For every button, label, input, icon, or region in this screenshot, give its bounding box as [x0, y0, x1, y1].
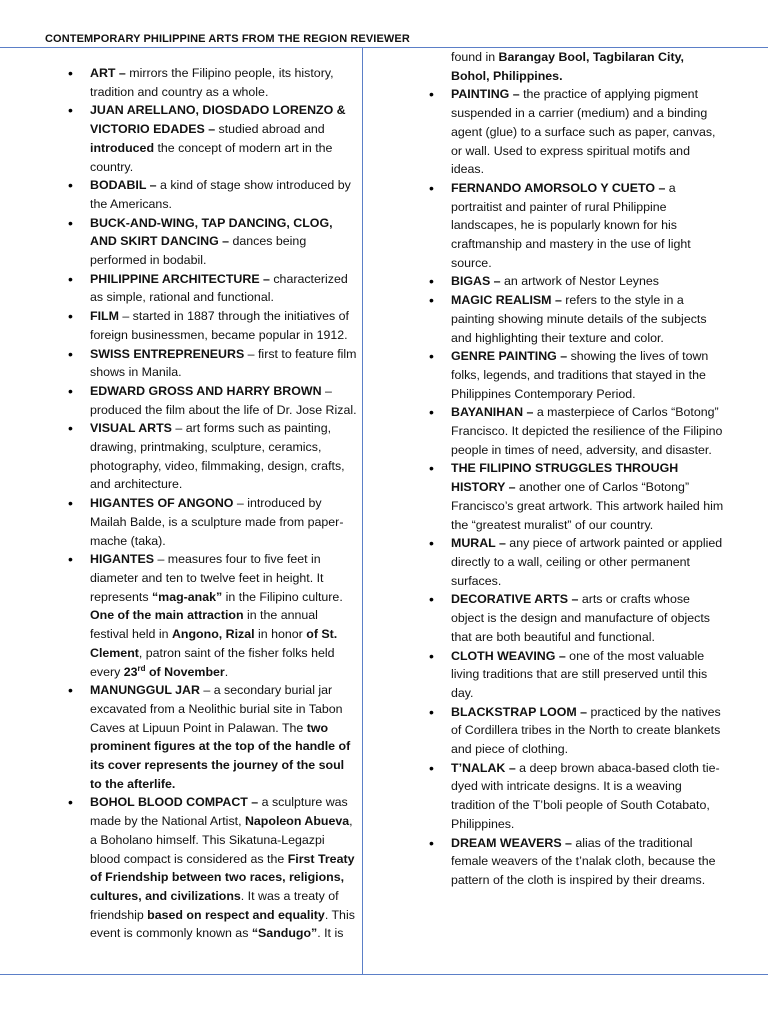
item-cloth-weaving-text: one of the most valuable living traditions that are still preserved until this day. — [451, 648, 708, 700]
item-manunggul-term: MANUNGGUL JAR — [90, 683, 200, 698]
item-bohol-b2: Napoleon Abueva — [244, 814, 350, 829]
item-visual-text: – art forms such as painting, drawing, printmaking, sculpture, ceramics, photography, video, filmmaking, design, crafts, and architecture. — [90, 421, 345, 492]
item-bohol-text: a sculpture was made by the National Artist, — [90, 795, 348, 829]
item-bayanihan-term: BAYANIHAN – — [451, 405, 534, 420]
item-struggles-text: another one of Carlos “Botong” Francisco’s great artwork. This artwork hailed him the “greatest muralist” of our country. — [451, 480, 724, 532]
item-higantes — [90, 550, 358, 681]
item-bohol — [90, 793, 358, 943]
item-struggles-term: THE FILIPINO STRUGGLES THROUGH HISTORY – — [451, 461, 679, 495]
item-bohol-text5: . It is — [317, 926, 344, 941]
item-visual — [90, 419, 358, 494]
item-higantes-text2: in the Filipino culture. — [222, 589, 343, 604]
item-architecture-text: characterized as simple, rational and functional. — [90, 271, 348, 305]
item-mural — [451, 534, 725, 590]
item-higantes-b3: One of the main attraction — [90, 608, 244, 623]
item-higantes-b4: Angono, Rizal — [171, 627, 255, 642]
item-genre-term: GENRE PAINTING – — [451, 349, 568, 364]
item-arellano-term: JUAN ARELLANO, DIOSDADO LORENZO & VICTORIO EDADES – — [90, 103, 346, 137]
column-divider — [362, 47, 363, 974]
item-arellano-b2: introduced — [90, 140, 155, 155]
item-art-text: mirrors the Filipino people, its history, tradition and country as a whole. — [90, 66, 334, 99]
item-bayanihan-text: a masterpiece of Carlos “Botong” Francisco. It depicted the resilience of the Filipino people in times of need, adversity, and disaster. — [451, 405, 723, 457]
item-higantes-b6: 23 — [123, 664, 138, 679]
continuation-bold: Barangay Bool, Tagbilaran City, Bohol, Philippines. — [451, 50, 684, 83]
item-bodabil — [90, 176, 358, 213]
item-painting-term: PAINTING – — [451, 87, 520, 102]
item-arellano-text: studied abroad and — [215, 122, 325, 137]
item-bohol-text4: . This event is commonly known as — [90, 907, 355, 941]
item-higantes-term: HIGANTES — [90, 552, 155, 567]
item-swiss — [90, 345, 358, 382]
item-art — [90, 64, 358, 101]
item-gross — [90, 382, 358, 419]
item-magic-realism — [451, 291, 725, 347]
item-painting — [451, 85, 725, 179]
item-bohol-b5: “Sandugo” — [251, 926, 318, 941]
right-column — [451, 48, 725, 890]
item-higantes-text6: . — [224, 664, 229, 679]
item-mural-term: MURAL – — [451, 536, 506, 551]
item-buck — [90, 214, 358, 270]
item-arellano — [90, 101, 358, 176]
item-struggles — [451, 459, 725, 534]
item-tnalak-text: a deep brown abaca-based cloth tie-dyed with intricate designs. It is a weaving tradition of the T’boli people of South Cotabato, Philippines. — [451, 760, 720, 831]
page-title: CONTEMPORARY PHILIPPINE ARTS FROM THE REGION REVIEWER — [45, 33, 410, 45]
item-painting-text: the practice of applying pigment suspended in a carrier (medium) and a binding agent (glue) to a surface such as paper, canvas, or wall. Used to express spiritual motifs and ideas. — [451, 87, 716, 177]
item-manunggul-b2: two prominent figures at the top of the handle of its cover represents the journey of the soul to the afterlife. — [90, 720, 351, 791]
item-decorative-term: DECORATIVE ARTS – — [451, 592, 579, 607]
left-item-list — [90, 64, 358, 943]
item-bodabil-term: BODABIL – — [90, 178, 157, 193]
item-bohol-b3: First Treaty of Friendship between two races, religions, cultures, and civilizations — [90, 851, 355, 903]
item-higantes-b7: of November — [145, 664, 225, 679]
item-dream-weavers — [451, 834, 725, 890]
item-tnalak-term: T’NALAK – — [451, 760, 516, 775]
item-buck-term: BUCK-AND-WING, TAP DANCING, CLOG, AND SKIRT DANCING – — [90, 215, 333, 249]
item-genre-text: showing the lives of town folks, legends, and traditions that stayed in the Philippines Contemporary Period. — [451, 349, 709, 401]
item-backstrap — [451, 703, 725, 759]
item-bodabil-text: a kind of stage show introduced by the Americans. — [90, 178, 351, 211]
item-higantes-b2: “mag-anak” — [151, 589, 223, 604]
item-mural-text: any piece of artwork painted or applied directly to a wall, ceiling or other permanent surfaces. — [451, 536, 723, 588]
item-film-text: – started in 1887 through the initiatives of foreign businessmen, became popular in 1912. — [90, 309, 349, 342]
item-magic-realism-text: refers to the style in a painting showing minute details of the subjects and highlighting their texture and color. — [451, 293, 707, 345]
item-amorsolo-term: FERNANDO AMORSOLO Y CUETO – — [451, 180, 666, 195]
item-magic-realism-term: MAGIC REALISM – — [451, 293, 562, 308]
item-amorsolo-text: a portraitist and painter of rural Philippine landscapes, he is popularly known for his craftmanship and mastery in the use of light source. — [451, 180, 691, 270]
continuation-plain: found in — [451, 50, 499, 64]
item-architecture — [90, 270, 358, 307]
item-bohol-term: BOHOL BLOOD COMPACT – — [90, 795, 259, 810]
item-cloth-weaving — [451, 647, 725, 703]
right-item-list — [451, 85, 725, 889]
item-decorative — [451, 590, 725, 646]
left-column — [90, 64, 358, 943]
item-bohol-b4: based on respect and equality — [147, 907, 325, 922]
item-higantes-angono — [90, 494, 358, 550]
item-genre — [451, 347, 725, 403]
item-dream-weavers-text: alias of the traditional female weavers of the t’nalak cloth, because the pattern of the cloth is inspired by their dreams. — [451, 835, 716, 887]
item-architecture-term: PHILIPPINE ARCHITECTURE – — [90, 271, 270, 286]
item-tnalak — [451, 759, 725, 834]
item-higantes-text4: in honor — [254, 627, 307, 642]
continuation-text — [451, 48, 725, 85]
item-backstrap-text: practiced by the natives of Cordillera tribes in the North to create blankets and piece of clothing. — [451, 704, 721, 757]
item-higantes-b5: of St. Clement — [90, 627, 338, 660]
item-swiss-term: SWISS ENTREPRENEURS — [90, 346, 245, 361]
item-amorsolo — [451, 179, 725, 273]
item-film-term: FILM — [90, 309, 119, 324]
item-gross-term: EDWARD GROSS AND HARRY BROWN — [90, 383, 322, 398]
item-dream-weavers-term: DREAM WEAVERS – — [451, 835, 572, 850]
item-cloth-weaving-term: CLOTH WEAVING – — [451, 648, 566, 663]
item-higantes-angono-text: – introduced by Mailah Balde, is a sculpture made from paper-mache (taka). — [90, 496, 344, 548]
item-art-term: ART – — [90, 66, 126, 80]
item-higantes-text3: in the annual festival held in — [90, 608, 318, 642]
item-bigas — [451, 272, 725, 291]
item-bigas-term: BIGAS – — [451, 274, 501, 289]
item-manunggul-text: – a secondary burial jar excavated from a Neolithic burial site in Tabon Caves at Lipuun Point in Palawan. The — [90, 683, 343, 735]
item-film — [90, 307, 358, 344]
item-higantes-text5: , patron saint of the fisher folks held every — [90, 645, 335, 679]
item-bohol-text3: . It was a treaty of friendship — [90, 888, 339, 922]
item-decorative-text: arts or crafts whose object is the design and manufacture of objects that are both beautiful and functional. — [451, 592, 710, 644]
item-higantes-text: – measures four to five feet in diameter and ten to twelve feet in height. It represents — [90, 552, 324, 604]
item-backstrap-term: BLACKSTRAP LOOM – — [451, 704, 588, 719]
item-gross-text: – produced the film about the life of Dr. Jose Rizal. — [90, 383, 357, 417]
item-arellano-text2: the concept of modern art in the country. — [90, 140, 333, 174]
item-buck-text: dances being performed in bodabil. — [90, 234, 307, 268]
item-higantes-sup: rd — [137, 663, 146, 673]
item-swiss-text: – first to feature film shows in Manila. — [90, 346, 357, 380]
item-higantes-angono-term: HIGANTES OF ANGONO — [90, 496, 234, 511]
item-bohol-text2: , a Boholano himself. This Sikatuna-Legazpi blood compact is considered as the — [90, 814, 353, 866]
item-manunggul — [90, 681, 358, 793]
item-visual-term: VISUAL ARTS — [90, 421, 172, 436]
footer-divider — [0, 974, 768, 975]
item-bayanihan — [451, 403, 725, 459]
item-bigas-text: an artwork of Nestor Leynes — [500, 274, 659, 289]
